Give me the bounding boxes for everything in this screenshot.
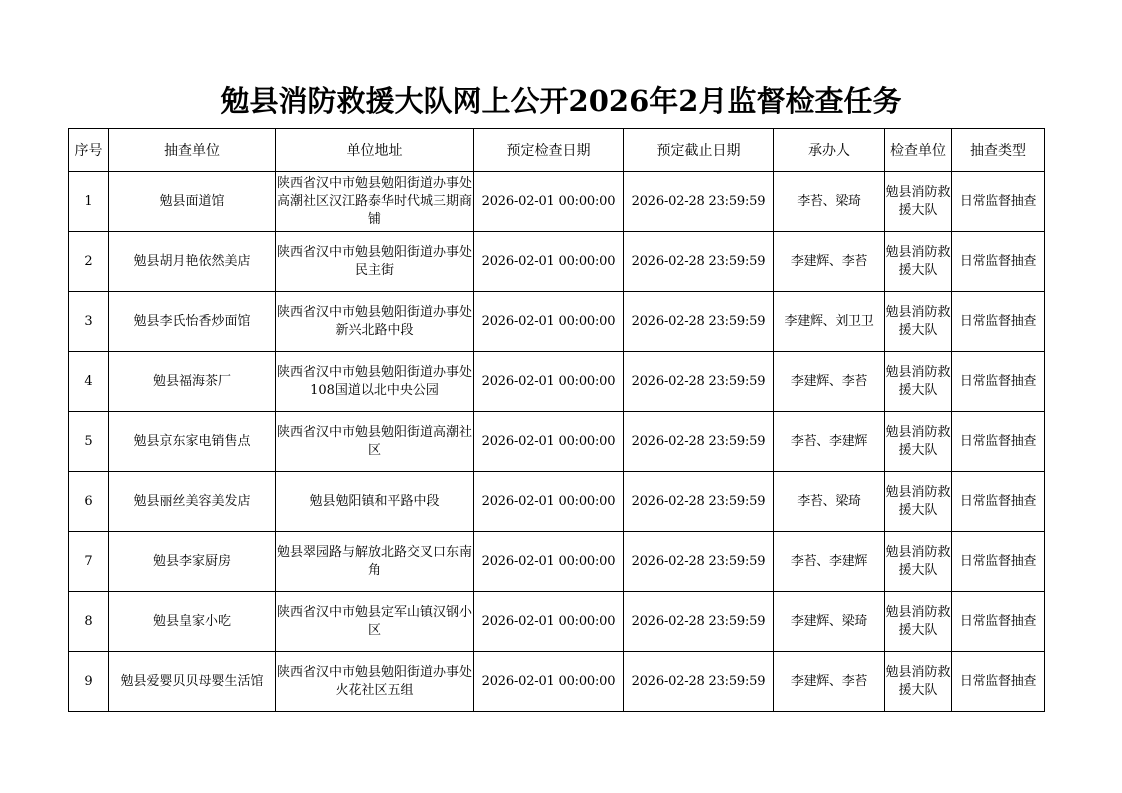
header-planned-deadline: 预定截止日期 (624, 129, 774, 172)
cell-inspection-type: 日常监督抽查 (952, 232, 1045, 292)
cell-unit-address: 勉县勉阳镇和平路中段 (276, 472, 474, 532)
cell-handlers: 李苔、梁琦 (774, 172, 885, 232)
cell-planned-deadline: 2026-02-28 23:59:59 (624, 532, 774, 592)
cell-planned-deadline: 2026-02-28 23:59:59 (624, 352, 774, 412)
cell-handlers: 李建辉、李苔 (774, 232, 885, 292)
cell-inspected-unit: 勉县京东家电销售点 (109, 412, 276, 472)
cell-serial-no: 4 (69, 352, 109, 412)
cell-inspecting-unit: 勉县消防救援大队 (885, 172, 952, 232)
cell-inspected-unit: 勉县丽丝美容美发店 (109, 472, 276, 532)
cell-planned-check-date: 2026-02-01 00:00:00 (474, 292, 624, 352)
header-inspecting-unit: 检查单位 (885, 129, 952, 172)
cell-inspection-type: 日常监督抽查 (952, 292, 1045, 352)
cell-handlers: 李建辉、李苔 (774, 652, 885, 712)
cell-inspected-unit: 勉县福海茶厂 (109, 352, 276, 412)
cell-serial-no: 3 (69, 292, 109, 352)
cell-handlers: 李建辉、刘卫卫 (774, 292, 885, 352)
table-row (69, 592, 1045, 652)
cell-unit-address: 勉县翠园路与解放北路交叉口东南角 (276, 532, 474, 592)
cell-planned-deadline: 2026-02-28 23:59:59 (624, 232, 774, 292)
cell-inspecting-unit: 勉县消防救援大队 (885, 532, 952, 592)
cell-handlers: 李苔、梁琦 (774, 472, 885, 532)
page-title: 勉县消防救援大队网上公开2026年2月监督检查任务 (220, 84, 902, 118)
cell-inspected-unit: 勉县李氏怡香炒面馆 (109, 292, 276, 352)
cell-planned-check-date: 2026-02-01 00:00:00 (474, 232, 624, 292)
cell-planned-deadline: 2026-02-28 23:59:59 (624, 172, 774, 232)
cell-handlers: 李建辉、李苔 (774, 352, 885, 412)
cell-inspecting-unit: 勉县消防救援大队 (885, 292, 952, 352)
header-unit-address: 单位地址 (276, 129, 474, 172)
cell-inspecting-unit: 勉县消防救援大队 (885, 412, 952, 472)
table-row (69, 172, 1045, 232)
cell-planned-deadline: 2026-02-28 23:59:59 (624, 652, 774, 712)
header-planned-check-date: 预定检查日期 (474, 129, 624, 172)
cell-unit-address: 陕西省汉中市勉县勉阳街道办事处108国道以北中央公园 (276, 352, 474, 412)
cell-unit-address: 陕西省汉中市勉县勉阳街道办事处高潮社区汉江路泰华时代城三期商铺 (276, 172, 474, 232)
cell-inspection-type: 日常监督抽查 (952, 352, 1045, 412)
cell-handlers: 李苔、李建辉 (774, 532, 885, 592)
cell-planned-check-date: 2026-02-01 00:00:00 (474, 532, 624, 592)
cell-planned-check-date: 2026-02-01 00:00:00 (474, 172, 624, 232)
cell-inspection-type: 日常监督抽查 (952, 592, 1045, 652)
cell-planned-deadline: 2026-02-28 23:59:59 (624, 472, 774, 532)
cell-planned-check-date: 2026-02-01 00:00:00 (474, 352, 624, 412)
header-handlers: 承办人 (774, 129, 885, 172)
header-inspection-type: 抽查类型 (952, 129, 1045, 172)
cell-inspected-unit: 勉县李家厨房 (109, 532, 276, 592)
cell-planned-check-date: 2026-02-01 00:00:00 (474, 592, 624, 652)
cell-unit-address: 陕西省汉中市勉县勉阳街道办事处火花社区五组 (276, 652, 474, 712)
cell-inspection-type: 日常监督抽查 (952, 472, 1045, 532)
cell-planned-check-date: 2026-02-01 00:00:00 (474, 652, 624, 712)
cell-inspecting-unit: 勉县消防救援大队 (885, 652, 952, 712)
cell-serial-no: 6 (69, 472, 109, 532)
table-row (69, 292, 1045, 352)
cell-inspection-type: 日常监督抽查 (952, 412, 1045, 472)
cell-planned-check-date: 2026-02-01 00:00:00 (474, 472, 624, 532)
table-row (69, 352, 1045, 412)
cell-inspecting-unit: 勉县消防救援大队 (885, 232, 952, 292)
table-row (69, 652, 1045, 712)
cell-inspecting-unit: 勉县消防救援大队 (885, 352, 952, 412)
table-row (69, 412, 1045, 472)
cell-unit-address: 陕西省汉中市勉县勉阳街道办事处民主街 (276, 232, 474, 292)
cell-inspecting-unit: 勉县消防救援大队 (885, 592, 952, 652)
header-inspected-unit: 抽查单位 (109, 129, 276, 172)
cell-serial-no: 7 (69, 532, 109, 592)
cell-serial-no: 8 (69, 592, 109, 652)
cell-planned-deadline: 2026-02-28 23:59:59 (624, 592, 774, 652)
cell-serial-no: 1 (69, 172, 109, 232)
table-row (69, 232, 1045, 292)
cell-inspected-unit: 勉县爱婴贝贝母婴生活馆 (109, 652, 276, 712)
cell-inspection-type: 日常监督抽查 (952, 532, 1045, 592)
cell-inspecting-unit: 勉县消防救援大队 (885, 472, 952, 532)
cell-planned-deadline: 2026-02-28 23:59:59 (624, 412, 774, 472)
cell-serial-no: 2 (69, 232, 109, 292)
cell-unit-address: 陕西省汉中市勉县勉阳街道高潮社区 (276, 412, 474, 472)
cell-inspected-unit: 勉县皇家小吃 (109, 592, 276, 652)
cell-inspection-type: 日常监督抽查 (952, 172, 1045, 232)
table-row (69, 472, 1045, 532)
cell-inspected-unit: 勉县胡月艳依然美店 (109, 232, 276, 292)
cell-inspected-unit: 勉县面道馆 (109, 172, 276, 232)
cell-planned-check-date: 2026-02-01 00:00:00 (474, 412, 624, 472)
cell-unit-address: 陕西省汉中市勉县勉阳街道办事处新兴北路中段 (276, 292, 474, 352)
cell-unit-address: 陕西省汉中市勉县定军山镇汉钢小区 (276, 592, 474, 652)
cell-planned-deadline: 2026-02-28 23:59:59 (624, 292, 774, 352)
table-row (69, 532, 1045, 592)
cell-handlers: 李苔、李建辉 (774, 412, 885, 472)
inspection-task-table (68, 128, 1045, 712)
table-header-row (69, 129, 1045, 172)
cell-serial-no: 9 (69, 652, 109, 712)
cell-handlers: 李建辉、梁琦 (774, 592, 885, 652)
cell-inspection-type: 日常监督抽查 (952, 652, 1045, 712)
cell-serial-no: 5 (69, 412, 109, 472)
header-serial-no: 序号 (69, 129, 109, 172)
